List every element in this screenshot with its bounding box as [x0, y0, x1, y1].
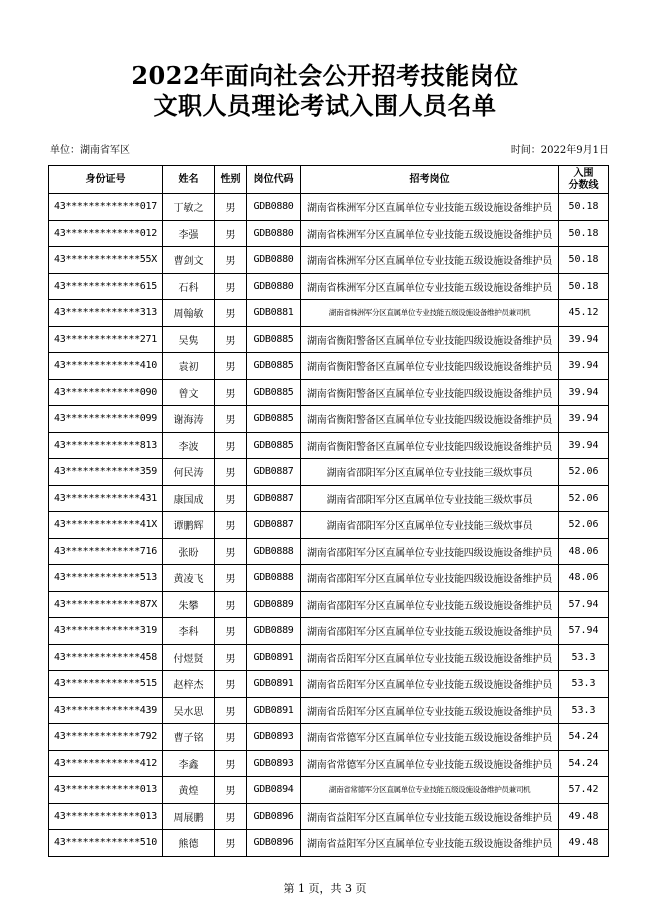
header-id: 身份证号	[49, 166, 163, 194]
cell-gender: 男	[215, 194, 247, 221]
cell-score: 39.94	[559, 406, 609, 433]
cell-gender: 男	[215, 830, 247, 857]
cell-gender: 男	[215, 485, 247, 512]
table-row	[49, 353, 609, 380]
document-title-line1: 2022年面向社会公开招考技能岗位	[131, 61, 519, 90]
cell-score: 52.06	[559, 485, 609, 512]
cell-id: 43*************792	[49, 724, 163, 751]
cell-post: 湖南省衡阳警备区直属单位专业技能四级设施设备维护员	[301, 406, 559, 433]
cell-score: 50.18	[559, 273, 609, 300]
table-row	[49, 432, 609, 459]
cell-code: GDB0891	[247, 697, 301, 724]
table-row	[49, 724, 609, 751]
cell-post: 湖南省衡阳警备区直属单位专业技能四级设施设备维护员	[301, 326, 559, 353]
cell-id: 43*************012	[49, 220, 163, 247]
cell-gender: 男	[215, 273, 247, 300]
cell-score: 39.94	[559, 353, 609, 380]
cell-name: 吴隽	[163, 326, 215, 353]
cell-code: GDB0880	[247, 247, 301, 274]
cell-score: 52.06	[559, 512, 609, 539]
cell-code: GDB0887	[247, 485, 301, 512]
cell-gender: 男	[215, 353, 247, 380]
cell-gender: 男	[215, 803, 247, 830]
page-footer: 第 1 页，共 3 页	[283, 882, 367, 895]
cell-id: 43*************013	[49, 803, 163, 830]
cell-code: GDB0880	[247, 273, 301, 300]
cell-name: 谢海涛	[163, 406, 215, 433]
cell-code: GDB0881	[247, 300, 301, 327]
cell-code: GDB0885	[247, 326, 301, 353]
cell-name: 黄煌	[163, 777, 215, 804]
cell-name: 黄凌飞	[163, 565, 215, 592]
header-score: 入围 分数线	[559, 166, 609, 194]
table-row	[49, 618, 609, 645]
header-post: 招考岗位	[301, 166, 559, 194]
cell-id: 43*************716	[49, 538, 163, 565]
table-row	[49, 459, 609, 486]
cell-code: GDB0885	[247, 353, 301, 380]
candidate-table	[48, 165, 609, 857]
cell-code: GDB0889	[247, 591, 301, 618]
cell-post: 湖南省邵阳军分区直属单位专业技能三级炊事员	[301, 459, 559, 486]
table-row	[49, 512, 609, 539]
cell-post: 湖南省邵阳军分区直属单位专业技能三级炊事员	[301, 512, 559, 539]
cell-gender: 男	[215, 326, 247, 353]
cell-gender: 男	[215, 459, 247, 486]
cell-code: GDB0891	[247, 644, 301, 671]
cell-id: 43*************412	[49, 750, 163, 777]
table-row	[49, 750, 609, 777]
cell-post: 湖南省岳阳军分区直属单位专业技能五级设施设备维护员	[301, 697, 559, 724]
cell-score: 45.12	[559, 300, 609, 327]
cell-name: 曹子铭	[163, 724, 215, 751]
cell-post: 湖南省邵阳军分区直属单位专业技能四级设施设备维护员	[301, 538, 559, 565]
table-header-row	[49, 166, 609, 194]
cell-code: GDB0893	[247, 724, 301, 751]
cell-gender: 男	[215, 247, 247, 274]
table-row	[49, 591, 609, 618]
cell-id: 43*************099	[49, 406, 163, 433]
cell-score: 54.24	[559, 750, 609, 777]
cell-code: GDB0887	[247, 512, 301, 539]
cell-post: 湖南省株洲军分区直属单位专业技能五级设施设备维护员兼司机	[301, 300, 559, 327]
table-row	[49, 697, 609, 724]
cell-code: GDB0891	[247, 671, 301, 698]
cell-post: 湖南省岳阳军分区直属单位专业技能五级设施设备维护员	[301, 644, 559, 671]
cell-gender: 男	[215, 750, 247, 777]
cell-name: 丁敏之	[163, 194, 215, 221]
table-row	[49, 326, 609, 353]
cell-code: GDB0896	[247, 803, 301, 830]
cell-score: 39.94	[559, 326, 609, 353]
cell-post: 湖南省株洲军分区直属单位专业技能五级设施设备维护员	[301, 247, 559, 274]
cell-post: 湖南省益阳军分区直属单位专业技能五级设施设备维护员	[301, 803, 559, 830]
cell-id: 43*************515	[49, 671, 163, 698]
cell-name: 熊德	[163, 830, 215, 857]
cell-name: 李波	[163, 432, 215, 459]
cell-name: 康国成	[163, 485, 215, 512]
cell-score: 48.06	[559, 565, 609, 592]
cell-code: GDB0889	[247, 618, 301, 645]
cell-id: 43*************090	[49, 379, 163, 406]
cell-post: 湖南省邵阳军分区直属单位专业技能四级设施设备维护员	[301, 565, 559, 592]
table-row	[49, 644, 609, 671]
cell-score: 48.06	[559, 538, 609, 565]
cell-score: 50.18	[559, 194, 609, 221]
cell-gender: 男	[215, 618, 247, 645]
cell-post: 湖南省株洲军分区直属单位专业技能五级设施设备维护员	[301, 273, 559, 300]
cell-id: 43*************017	[49, 194, 163, 221]
cell-id: 43*************319	[49, 618, 163, 645]
cell-score: 50.18	[559, 220, 609, 247]
cell-score: 53.3	[559, 671, 609, 698]
cell-id: 43*************87X	[49, 591, 163, 618]
cell-name: 李强	[163, 220, 215, 247]
cell-gender: 男	[215, 432, 247, 459]
cell-name: 李科	[163, 618, 215, 645]
table-row	[49, 247, 609, 274]
cell-name: 吴水思	[163, 697, 215, 724]
cell-post: 湖南省衡阳警备区直属单位专业技能四级设施设备维护员	[301, 432, 559, 459]
cell-gender: 男	[215, 406, 247, 433]
cell-id: 43*************431	[49, 485, 163, 512]
cell-post: 湖南省衡阳警备区直属单位专业技能四级设施设备维护员	[301, 379, 559, 406]
cell-code: GDB0894	[247, 777, 301, 804]
cell-score: 39.94	[559, 432, 609, 459]
cell-gender: 男	[215, 724, 247, 751]
cell-score: 57.94	[559, 618, 609, 645]
cell-id: 43*************439	[49, 697, 163, 724]
header-code: 岗位代码	[247, 166, 301, 194]
cell-score: 50.18	[559, 247, 609, 274]
cell-id: 43*************458	[49, 644, 163, 671]
cell-score: 49.48	[559, 803, 609, 830]
cell-gender: 男	[215, 777, 247, 804]
cell-name: 石科	[163, 273, 215, 300]
cell-name: 曹剑文	[163, 247, 215, 274]
cell-id: 43*************013	[49, 777, 163, 804]
cell-gender: 男	[215, 644, 247, 671]
cell-gender: 男	[215, 300, 247, 327]
cell-name: 朱攀	[163, 591, 215, 618]
cell-code: GDB0880	[247, 194, 301, 221]
cell-gender: 男	[215, 565, 247, 592]
table-row	[49, 485, 609, 512]
cell-score: 57.42	[559, 777, 609, 804]
cell-name: 付煜贤	[163, 644, 215, 671]
table-row	[49, 273, 609, 300]
cell-post: 湖南省常德军分区直属单位专业技能五级设施设备维护员	[301, 750, 559, 777]
cell-code: GDB0896	[247, 830, 301, 857]
cell-score: 53.3	[559, 697, 609, 724]
document-title-line2: 文职人员理论考试入围人员名单	[153, 91, 497, 120]
cell-post: 湖南省邵阳军分区直属单位专业技能五级设施设备维护员	[301, 591, 559, 618]
cell-id: 43*************41X	[49, 512, 163, 539]
cell-id: 43*************313	[49, 300, 163, 327]
cell-post: 湖南省邵阳军分区直属单位专业技能五级设施设备维护员	[301, 618, 559, 645]
cell-score: 39.94	[559, 379, 609, 406]
table-row	[49, 220, 609, 247]
cell-name: 赵梓杰	[163, 671, 215, 698]
table-row	[49, 538, 609, 565]
table-row	[49, 565, 609, 592]
cell-code: GDB0888	[247, 538, 301, 565]
cell-post: 湖南省益阳军分区直属单位专业技能五级设施设备维护员	[301, 830, 559, 857]
table-row	[49, 300, 609, 327]
date-label: 时间：2022年9月1日	[510, 145, 609, 156]
cell-id: 43*************615	[49, 273, 163, 300]
cell-name: 张盼	[163, 538, 215, 565]
cell-name: 袁初	[163, 353, 215, 380]
cell-post: 湖南省岳阳军分区直属单位专业技能五级设施设备维护员	[301, 671, 559, 698]
cell-gender: 男	[215, 220, 247, 247]
cell-gender: 男	[215, 671, 247, 698]
cell-code: GDB0880	[247, 220, 301, 247]
cell-name: 何民涛	[163, 459, 215, 486]
cell-code: GDB0885	[247, 432, 301, 459]
cell-gender: 男	[215, 697, 247, 724]
cell-gender: 男	[215, 379, 247, 406]
cell-id: 43*************510	[49, 830, 163, 857]
cell-code: GDB0885	[247, 406, 301, 433]
cell-post: 湖南省常德军分区直属单位专业技能五级设施设备维护员	[301, 724, 559, 751]
cell-code: GDB0893	[247, 750, 301, 777]
cell-score: 53.3	[559, 644, 609, 671]
cell-post: 湖南省衡阳警备区直属单位专业技能四级设施设备维护员	[301, 353, 559, 380]
cell-id: 43*************271	[49, 326, 163, 353]
table-row	[49, 194, 609, 221]
unit-label: 单位：湖南省军区	[50, 145, 130, 156]
cell-score: 54.24	[559, 724, 609, 751]
cell-id: 43*************813	[49, 432, 163, 459]
cell-score: 57.94	[559, 591, 609, 618]
cell-code: GDB0887	[247, 459, 301, 486]
table-row	[49, 830, 609, 857]
header-gender: 性别	[215, 166, 247, 194]
cell-score: 52.06	[559, 459, 609, 486]
cell-id: 43*************410	[49, 353, 163, 380]
header-name: 姓名	[163, 166, 215, 194]
cell-post: 湖南省邵阳军分区直属单位专业技能三级炊事员	[301, 485, 559, 512]
table-row	[49, 406, 609, 433]
cell-id: 43*************513	[49, 565, 163, 592]
table-row	[49, 803, 609, 830]
cell-gender: 男	[215, 538, 247, 565]
cell-name: 周翰敏	[163, 300, 215, 327]
cell-id: 43*************359	[49, 459, 163, 486]
cell-id: 43*************55X	[49, 247, 163, 274]
table-row	[49, 777, 609, 804]
cell-gender: 男	[215, 512, 247, 539]
cell-name: 李鑫	[163, 750, 215, 777]
table-row	[49, 671, 609, 698]
table-row	[49, 379, 609, 406]
cell-code: GDB0885	[247, 379, 301, 406]
cell-name: 曾文	[163, 379, 215, 406]
cell-code: GDB0888	[247, 565, 301, 592]
cell-post: 湖南省株洲军分区直属单位专业技能五级设施设备维护员	[301, 220, 559, 247]
cell-name: 周展鹏	[163, 803, 215, 830]
cell-name: 谭鹏辉	[163, 512, 215, 539]
cell-post: 湖南省常德军分区直属单位专业技能五级设施设备维护员兼司机	[301, 777, 559, 804]
cell-gender: 男	[215, 591, 247, 618]
cell-score: 49.48	[559, 830, 609, 857]
cell-post: 湖南省株洲军分区直属单位专业技能五级设施设备维护员	[301, 194, 559, 221]
